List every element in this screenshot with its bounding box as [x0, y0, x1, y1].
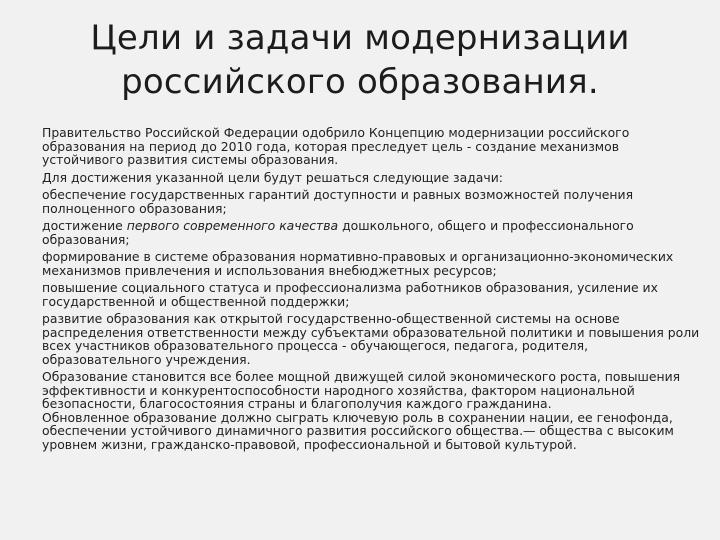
- slide-title-line-1: Цели и задачи модернизации: [90, 18, 630, 58]
- task-item-open-system: развитие образования как открытой государственно-общественной системы на основе распределения ответственности между субъектами образовательной политики и повышения роли всех участников образовательного процесса - обучающегося, педагога, родителя, образовательного учреждения.: [42, 311, 700, 367]
- slide-title-line-2: российского образования.: [121, 62, 599, 102]
- slide-body: [42, 126, 702, 455]
- task-item-status: повышение социального статуса и профессионализма работников образования, усиление их государственной и общественной поддержки;: [42, 280, 658, 309]
- paragraph-tasks-lead: Для достижения указанной цели будут решаться следующие задачи:: [42, 169, 503, 185]
- task-item-quality-after: дошкольного, общего и профессионального образования;: [42, 218, 634, 247]
- task-item-quality: [42, 219, 702, 246]
- task-item-quality-before: достижение: [42, 218, 127, 233]
- paragraph-intro: Правительство Российской Федерации одобрило Концепцию модернизации российского образования на период до 2010 года, которая преследует цель - создание механизмов устойчивого развития системы образования.: [42, 125, 630, 167]
- paragraph-education-force: Образование становится все более мощной движущей силой экономического роста, повышения эффективности и конкурентоспособности народного хозяйства, фактором национальной безопасности, благосостояния страны и благополучия каждого гражданина.: [42, 369, 681, 411]
- task-item-mechanisms: формирование в системе образования нормативно-правовых и организационно-экономических механизмов привлечения и использования внебюджетных ресурсов;: [42, 249, 674, 278]
- task-item-guarantees: обеспечение государственных гарантий доступности и равных возможностей получения полноценного образования;: [42, 187, 634, 216]
- slide-title: [60, 16, 660, 104]
- paragraph-renewed-education: Обновленное образование должно сыграть ключевую роль в сохранении нации, ее генофонда, обеспечении устойчивого динамичного развития российского общества.— общества с высоким уровнем жизни, гражданско-правовой, профессиональной и бытовой культурой.: [42, 409, 674, 452]
- task-item-quality-italic: первого современного качества: [126, 218, 339, 233]
